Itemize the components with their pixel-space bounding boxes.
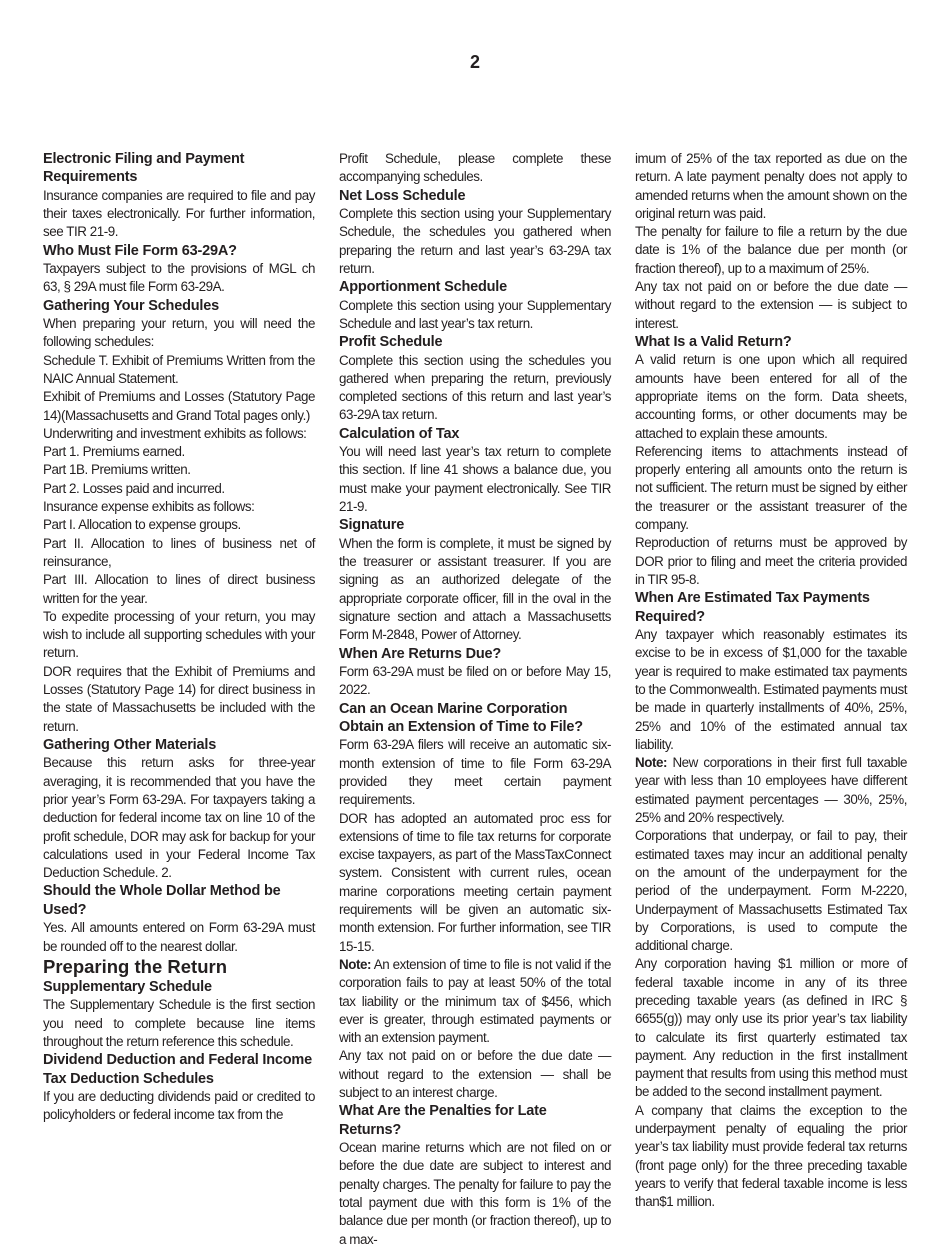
paragraph: Part II. Allocation to lines of business net of reinsurance,	[43, 535, 315, 569]
section-heading-what-is-a-valid-return: What Is a Valid Return?	[635, 333, 792, 350]
paragraph: Any tax not paid on or before the due date — without regard to the extension — is subject to interest.	[635, 279, 907, 331]
note-label: Note:	[635, 755, 667, 771]
section-heading-can-an-ocean-marine-corporation-obtain-an-extens: Can an Ocean Marine Corporation Obtain an Extension of Time to File?	[339, 700, 583, 735]
paragraph: Part 1. Premiums earned.	[43, 444, 185, 460]
column-right	[635, 150, 907, 1212]
paragraph: The penalty for failure to file a return by the due date is 1% of the balance due per month (or fraction thereof), up to a maximum of 25%.	[635, 224, 907, 276]
section-heading-supplementary-schedule: Supplementary Schedule	[43, 978, 212, 995]
section-heading-net-loss-schedule: Net Loss Schedule	[339, 187, 466, 204]
paragraph: DOR requires that the Exhibit of Premiums and Losses (Statutory Page 14) for direct business in the state of Massachusetts be included with the return.	[43, 663, 315, 734]
paragraph: Any corporation having $1 million or more of federal taxable income in any of its three preceding taxable years (as defined in IRC § 6655(g)) may only use its prior year’s tax liability to calculate its first quarterly estimated tax payment. Any reduction in the first installment payment that results from using this method must be added to the second installment payment.	[635, 956, 907, 1100]
paragraph: Part 1B. Premiums written.	[43, 462, 191, 478]
paragraph: Corporations that underpay, or fail to pay, their estimated taxes may incur an additional penalty on the amount of the underpayment for the period of the underpayment. Form M-2220, Underpayment of Massachusetts Estimated Tax by Corporations, is used to compute the additional charge.	[635, 828, 907, 954]
paragraph: Complete this section using the schedules you gathered when preparing the return, previously completed sections of this return and last year’s 63-29A tax return.	[339, 352, 611, 423]
section-heading-preparing-the-return: Preparing the Return	[43, 955, 227, 977]
section-heading-when-are-estimated-tax-payments-required: When Are Estimated Tax Payments Required?	[635, 590, 870, 625]
section-heading-dividend-deduction-and-federal-income-tax-deduct: Dividend Deduction and Federal Income Tax Deduction Schedules	[43, 1052, 312, 1087]
paragraph: When preparing your return, you will need the following schedules:	[43, 316, 315, 350]
section-heading-calculation-of-tax: Calculation of Tax	[339, 425, 460, 442]
paragraph: The Supplementary Schedule is the first section you need to complete because line items throughout the return reference this schedule.	[43, 997, 315, 1049]
column-left	[43, 150, 315, 1125]
section-heading-signature: Signature	[339, 517, 405, 534]
paragraph: Part I. Allocation to expense groups.	[43, 517, 241, 533]
paragraph: Part 2. Losses paid and incurred.	[43, 480, 225, 496]
paragraph: Complete this section using your Supplementary Schedule and last year’s tax return.	[339, 297, 611, 331]
paragraph: Exhibit of Premiums and Losses (Statutory Page 14)(Massachusetts and Grand Total pages only.)	[43, 389, 315, 423]
paragraph	[339, 956, 611, 1047]
section-heading-gathering-other-materials: Gathering Other Materials	[43, 736, 217, 753]
note-label: Note:	[339, 956, 371, 972]
paragraph: Part III. Allocation to lines of direct business written for the year.	[43, 572, 315, 606]
paragraph: Insurance expense exhibits as follows:	[43, 499, 255, 515]
paragraph: Any taxpayer which reasonably estimates its excise to be in excess of $1,000 for the taxable year is required to make estimated tax payments to the Commonwealth. Estimated payments must be made in quarterly installments of 40%, 25%, 25% and 10% of the estimated annual tax liability.	[635, 627, 907, 752]
column-middle	[339, 150, 611, 1249]
paragraph: To expedite processing of your return, you may wish to include all supporting schedules with your return.	[43, 608, 315, 661]
section-heading-when-are-returns-due: When Are Returns Due?	[339, 645, 502, 662]
paragraph: If you are deducting dividends paid or credited to policyholders or federal income tax from the	[43, 1088, 315, 1123]
page-number: 2	[469, 52, 480, 72]
paragraph: A valid return is one upon which all required amounts have been entered for all of the appropriate items on the form. Data sheets, accounting forms, or other documents may be attached to explain these amounts.	[635, 352, 907, 441]
paragraph: Form 63-29A filers will receive an automatic six-month extension of time to file Form 63-29A provided they meet certain payment requirements.	[339, 737, 611, 808]
paragraph: Taxpayers subject to the provisions of MGL ch 63, § 29A must file Form 63-29A.	[43, 261, 315, 295]
paragraph: Because this return asks for three-year averaging, it is recommended that you have the prior year’s Form 63-29A. For taxpayers taking a deduction for federal income tax on line 10 of the profit schedule, DOR may ask for backup for your calculations used in your Federal Income Tax Deduction Schedule. 2.	[43, 755, 315, 881]
paragraph: Any tax not paid on or before the due date — without regard to the extension — shall be subject to an interest charge.	[339, 1048, 611, 1101]
section-heading-who-must-file-form-63-29a: Who Must File Form 63-29A?	[43, 242, 237, 259]
paragraph: Complete this section using your Supplementary Schedule, the schedules you gathered when preparing the return and last year’s 63-29A tax return.	[339, 206, 611, 276]
section-heading-gathering-your-schedules: Gathering Your Schedules	[43, 297, 219, 314]
paragraph: DOR has adopted an automated proc ess for extensions of time to file tax returns for corporate excise taxpayers, as part of the MassTaxConnect system. Consistent with current rules, ocean marine corporations meeting certain payment requirements will be given an automatic six-month extension. For further information, see TIR 15-15.	[339, 810, 611, 954]
section-heading-electronic-filing-and-payment-requirements: Electronic Filing and Payment Requirements	[43, 151, 245, 186]
paragraph: Insurance companies are required to file and pay their taxes electronically. For further information, see TIR 21-9.	[43, 187, 315, 240]
paragraph: Reproduction of returns must be approved by DOR prior to filing and meet the criteria provided in TIR 95-8.	[635, 535, 907, 587]
paragraph: Yes. All amounts entered on Form 63-29A must be rounded off to the nearest dollar.	[43, 920, 315, 954]
section-heading-should-the-whole-dollar-method-be-used: Should the Whole Dollar Method be Used?	[43, 883, 281, 918]
section-heading-profit-schedule: Profit Schedule	[339, 334, 443, 351]
paragraph: Profit Schedule, please complete these accompanying schedules.	[339, 151, 611, 185]
paragraph: Form 63-29A must be filed on or before May 15, 2022.	[339, 663, 611, 698]
paragraph: You will need last year’s tax return to complete this section. If line 41 shows a balance due, you must make your payment electronically. See TIR 21-9.	[339, 444, 611, 515]
note-text: New corporations in their first full taxable year with less than 10 employees have different estimated payment percentages — 30%, 25%, 25% and 20% respectively.	[635, 755, 907, 826]
paragraph: A company that claims the exception to the underpayment penalty of equaling the prior year’s tax liability must provide federal tax returns (front page only) for the three preceding taxable years to verify that federal taxable income is less than$1 million.	[635, 1102, 907, 1210]
paragraph: Referencing items to attachments instead of properly entering all amounts onto the return is not sufficient. The return must be signed by either the treasurer or the assistant treasurer of the company.	[635, 443, 907, 533]
paragraph: When the form is complete, it must be signed by the treasurer or assistant treasurer. If you are signing as an authorized delegate of the appropriate corporate officer, fill in the oval in the signature section and attach a Massachusetts Form M-2848, Power of Attorney.	[339, 535, 611, 643]
section-heading-what-are-the-penalties-for-late-returns: What Are the Penalties for Late Returns?	[339, 1103, 547, 1138]
paragraph	[635, 754, 907, 827]
paragraph: Underwriting and investment exhibits as follows:	[43, 425, 307, 441]
paragraph: imum of 25% of the tax reported as due on the return. A late payment penalty does not apply to amended returns when the amount shown on the original return was paid.	[635, 151, 907, 221]
paragraph: Schedule T. Exhibit of Premiums Written from the NAIC Annual Statement.	[43, 352, 315, 386]
note-text: An extension of time to file is not valid if the corporation fails to pay at least 50% of the total tax liability or the minimum tax of $456, which ever is greater, through estimated payments or with an extension payment.	[339, 956, 611, 1046]
paragraph: Ocean marine returns which are not filed on or before the due date are subject to interest and penalty charges. The penalty for failure to pay the total payment due with this form is 1% of the balance due per month (or fraction thereof), up to a max-	[339, 1140, 611, 1247]
section-heading-apportionment-schedule: Apportionment Schedule	[339, 279, 507, 296]
